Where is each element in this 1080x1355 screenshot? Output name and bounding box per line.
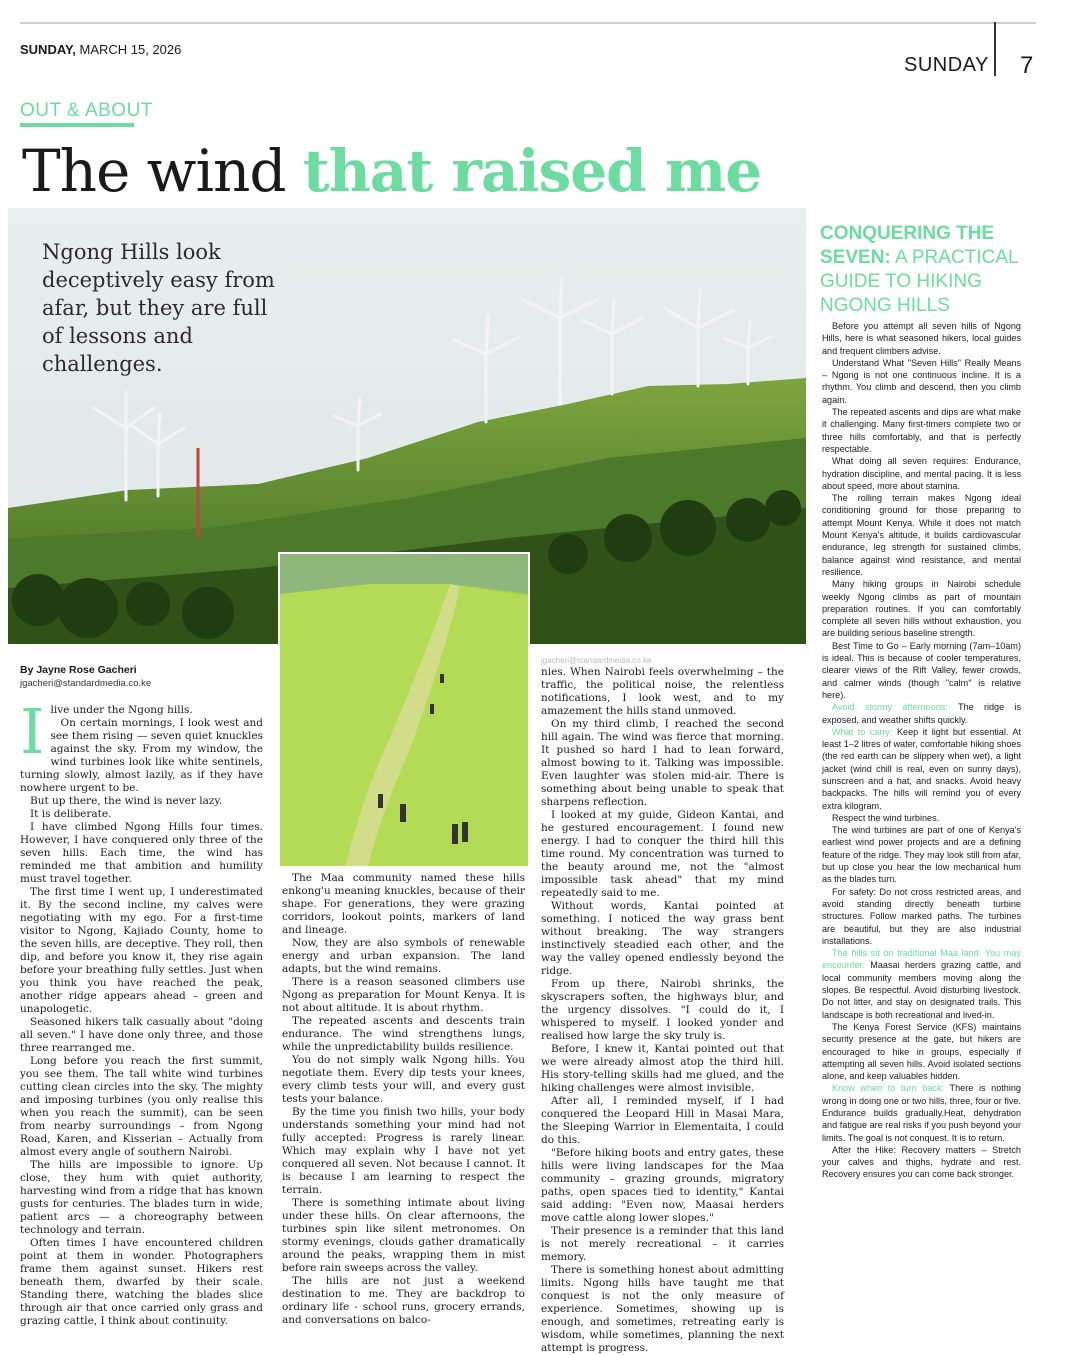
article-column-2	[282, 872, 525, 1326]
paragraph: Without words, Kantai pointed at something. I noticed the way grass bent without breaking. The way strangers instinctively steadied each other, and the way the valley opened endlessly beyond the ridge.	[541, 900, 784, 977]
paragraph: Seasoned hikers talk casually about "doing all seven." I have done only three, and those three rearranged me.	[20, 1016, 263, 1054]
dateline: SUNDAY, MARCH 15, 2026	[20, 42, 182, 57]
sidebar-paragraph: The rolling terrain makes Ngong ideal conditioning ground for those preparing to attempt Mount Kenya. While it does not match Mount Kenya's altitude, it builds cardiovascular endurance, leg strength for sustained climbs, balance against wind resistance, and mental resilience.	[822, 493, 1021, 577]
paragraph: The hills are not just a weekend destination to me. They are backdrop to ordinary life - school runs, grocery errands, and conversations on balco-	[282, 1275, 525, 1326]
header-divider	[994, 22, 996, 76]
paragraph: live under the Ngong hills.	[50, 704, 193, 716]
sidebar-paragraph: Know when to turn back: There is nothing wrong in doing one or two hills, three, four or five. Endurance builds gradually.Heat, dehydration and fatigue are real risks if you push beyond your limits. The goal is not conquest. It is to return.	[822, 1083, 1021, 1143]
paragraph: Before, I knew it, Kantai pointed out that we were already almost atop the third hill. His story-telling skills had me glued, and the hiking challenges were almost invisible.	[541, 1043, 784, 1094]
paragraph: Now, they are also symbols of renewable energy and urban expansion. The land adapts, but the wind remains.	[282, 937, 525, 975]
faint-email: jgacheri@standardmedia.co.ke	[541, 656, 652, 665]
paragraph: From up there, Nairobi shrinks, the skyscrapers soften, the highways blur, and the urgency dissolves. "I could do it, I whispered to myself. I looked yonder and realised how large the sky truly is.	[541, 978, 784, 1042]
paragraph: The first time I went up, I underestimated it. By the second incline, my calves were negotiating with my ego. For a first-time visitor to Ngong, Kajiado County, home to the seven hills, are deceptive. They roll, then dip, and before you know it, they rise again before your breathing fully settles. Just when you think you have reached the peak, another ridge appears ahead – green and unapologetic.	[20, 886, 263, 1015]
byline-name: By Jayne Rose Gacheri	[20, 664, 137, 676]
headline: The wind that raised me	[22, 137, 762, 205]
article-column-3	[541, 666, 784, 1354]
page-number: 7	[1020, 52, 1034, 79]
edition-label: SUNDAY	[904, 54, 989, 76]
inset-photo	[278, 552, 530, 868]
paragraph: There is something honest about admitting limits. Ngong hills have taught me that conquest is not the only measure of experience. Sometimes, showing up is enough, and sometimes, retreating early is wisdom, while sometimes, planning the next attempt is progress.	[541, 1264, 784, 1354]
paragraph: The hills are impossible to ignore. Up close, they hum with quiet authority, harvesting wind from a ridge that has known gusts for centuries. The blades turn in wide, patient arcs — a choreography between technology and terrain.	[20, 1159, 263, 1236]
sidebar-title: CONQUERING THE SEVEN: A PRACTICAL GUIDE TO HIKING NGONG HILLS	[820, 223, 1018, 316]
paragraph: "Before hiking boots and entry gates, these hills were living landscapes for the Maa community – grazing grounds, migratory paths, open spaces tied to identity," Kantai said adding: "Even now, Maasai herders move cattle along lower slopes."	[541, 1147, 784, 1224]
paragraph: The Maa community named these hills enkong'u meaning knuckles, because of their shape. For generations, they were grazing corridors, lookout points, markers of land and lineage.	[282, 872, 525, 936]
sidebar-paragraph: Understand What "Seven Hills" Really Means – Ngong is not one continuous incline. It is a rhythm. You climb and descend, then you climb again.	[822, 357, 1021, 405]
byline-email: jgacheri@standardmedia.co.ke	[20, 678, 152, 689]
sidebar-paragraph: Before you attempt all seven hills of Ngong Hills, here is what seasoned hikers, local guides and frequent climbers advise.	[822, 321, 1021, 356]
top-rule	[20, 22, 1036, 24]
sidebar-paragraph: The Kenya Forest Service (KFS) maintains security presence at the gate, but hikers are encouraged to hike in groups, especially if attempting all seven hills. Avoid isolated sections alone, and keep valuables hidden.	[822, 1021, 1021, 1082]
paragraph: Their presence is a reminder that this land is not merely recreational – it carries memory.	[541, 1225, 784, 1263]
paragraph: I have climbed Ngong Hills four times. However, I have conquered only three of the seven hills. Each time, the wind has reminded me that ambition and humility must travel together.	[20, 821, 263, 885]
paragraph: The repeated ascents and descents train endurance. The wind strengthens lungs, while the unpredictability builds resilience.	[282, 1015, 525, 1053]
paragraph: After all, I reminded myself, if I had conquered the Leopard Hill in Masai Mara, the Sleeping Warrior in Elementaita, I could do this.	[541, 1095, 784, 1146]
paragraph: There is a reason seasoned climbers use Ngong as preparation for Mount Kenya. It is not about altitude. It is about rhythm.	[282, 976, 525, 1014]
paragraph: On certain mornings, I look west and see them rising — seven quiet knuckles against the sky. From my window, the wind turbines look like white sentinels, turning slowly, almost lazily, as if they have nowhere urgent to be.	[20, 717, 263, 794]
section-underline	[20, 123, 134, 127]
sidebar-paragraph: What to carry: Keep it light but essential. At least 1–2 litres of water, comfortable hiking shoes (the red earth can be slippery when wet), a light jacket (wind chill is real, even on sunny days), sunscreen and a hat, and snacks. Avoid heavy backpacks. The hills will remind you of every extra kilogram.	[822, 726, 1021, 811]
article-column-1	[20, 695, 263, 1327]
paragraph: There is something intimate about living under these hills. On clear afternoons, the turbines spin like silent metronomes. On stormy evenings, clouds gather dramatically around the peaks, wrapping them in mist before rain sweeps across the valley.	[282, 1197, 525, 1274]
sidebar-paragraph: Avoid stormy afternoons: The ridge is exposed, and weather shifts quickly.	[822, 702, 1022, 725]
paragraph: But up there, the wind is never lazy.	[30, 795, 223, 807]
paragraph: You do not simply walk Ngong hills. You negotiate them. Every dip tests your knees, every climb tests your will, and every gust tests your balance.	[282, 1054, 525, 1105]
sidebar-paragraph: Respect the wind turbines.	[832, 812, 940, 823]
drop-cap: I	[20, 695, 45, 768]
sidebar-paragraph: The wind turbines are part of one of Kenya's earliest wind power projects and are a defining feature of the ridge. They may look still from afar, but up close you hear the low mechanical hum as the blades turn.	[822, 825, 1021, 885]
section-label: OUT & ABOUT	[20, 100, 153, 121]
sidebar-paragraph: For safety: Do not cross restricted areas, and avoid standing directly beneath turbine structures. Follow marked paths. The turbines are beautiful, but they are also industrial installations.	[822, 886, 1021, 946]
paragraph: Long before you reach the first summit, you see them. The tall white wind turbines cutting clean circles into the sky. The mighty and imposing turbines (you only realise this when you reach the summit), can be seen from nearby surroundings – from Ngong Road, Karen, and Kisserian – Actually from almost every angle of southern Nairobi.	[20, 1055, 263, 1158]
paragraph: nies. When Nairobi feels overwhelming – the traffic, the political noise, the relentless notifications, I look west, and to my amazement the hills stand unmoved.	[541, 666, 784, 717]
sidebar-paragraph: The repeated ascents and dips are what make it challenging. Many first-timers complete two or three hills comfortably, and that is perfectly respectable.	[822, 407, 1021, 454]
sidebar-paragraph: Many hiking groups in Nairobi schedule weekly Ngong climbs as part of mountain preparation routines. If you can comfortably complete all seven hills without exhaustion, you are building serious baseline strength.	[822, 579, 1021, 639]
paragraph: Often times I have encountered children point at them in wonder. Photographers frame them against sunset. Hikers rest beneath them, dwarfed by their scale. Standing there, watching the blades slice through air that once carried only grass and grazing cattle, I think about continuity.	[20, 1237, 263, 1327]
paragraph: It is deliberate.	[30, 808, 112, 820]
paragraph: On my third climb, I reached the second hill again. The wind was fierce that morning. It pushed so hard I had to lean forward, almost bowing to it. Talking was impossible. Even laughter was stolen mid-air. There is something about being unable to speak that sharpens reflection.	[541, 718, 784, 808]
sidebar-text	[822, 320, 1021, 1260]
paragraph: I looked at my guide, Gideon Kantai, and he gestured encouragement. I found new energy. I had to conquer the third hill this time round. My concentration was turned to the beauty around me, not the "almost impossible task ahead" that my mind repeatedly said to me.	[541, 809, 784, 899]
standfirst: Ngong Hills look deceptively easy from afar, but they are full of lessons and challenges.	[42, 240, 275, 376]
paragraph: By the time you finish two hills, your body understands something your mind had not fully accepted: Progress is rarely linear. Which may explain why I have not yet conquered all seven. Not because I cannot. It is because I am learning to respect the terrain.	[282, 1106, 525, 1196]
sidebar-paragraph: Best Time to Go – Early morning (7am–10am) is ideal. This is because of cooler temperatures, clearer views of the Rift Valley, fewer crowds, and calmer winds (though "calm" is relative here).	[822, 640, 1021, 700]
sidebar-paragraph: After the Hike: Recovery matters – Stretch your calves and thighs, hydrate and rest. Recovery ensures you can come back stronger.	[822, 1144, 1021, 1180]
sidebar-paragraph: The hills sit on traditional Maa land. You may encounter: Maasai herders grazing cattle, and local community members moving along the slopes. Be respectful. Avoid disturbing livestock. Do not litter, and stay on designated trails. This landscape is both recreational and lived-in.	[822, 948, 1021, 1020]
sidebar-paragraph: What doing all seven requires: Endurance, hydration discipline, and mental pacing. It is less about speed, more about stamina.	[822, 456, 1021, 491]
